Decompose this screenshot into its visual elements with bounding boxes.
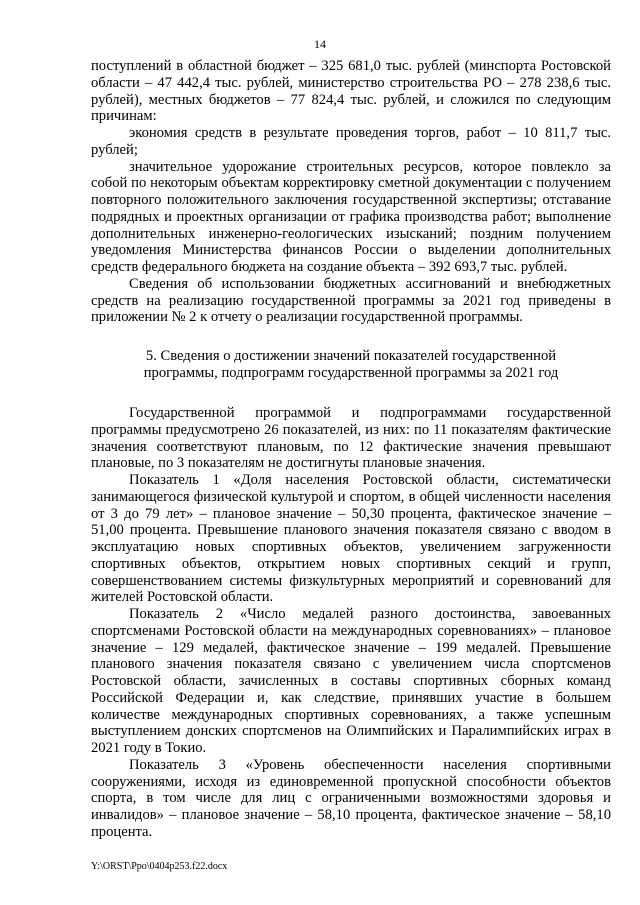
paragraph: Государственной программой и подпрограммами государственной программы предусмотрено 26 показателей, из них: по 11 показателям фактические значения соответствуют плановым, по 12 фактические значения превышают плановые, по 3 показателям не достигнуты плановые значения. [91,405,611,472]
paragraph: значительное удорожание строительных ресурсов, которое повлекло за собой по некоторым объектам корректировку сметной документации с получением повторного положительного заключения государственной экспертизы; отставание подрядных и проектных организации от графика производства работ; выполнение дополнительных инженерно-геологических изысканий; поздним получением уведомления Министерства финансов России о выделении дополнительных средств федерального бюджета на создание объекта – 392 693,7 тыс. рублей. [91,158,611,275]
paragraph: поступлений в областной бюджет – 325 681,0 тыс. рублей (минспорта Ростовской области – 47 442,4 тыс. рублей, министерство строительства РО – 278 238,6 тыс. рублей), местных бюджетов – 77 824,4 тыс. рублей, и сложился по следующим причинам: [91,58,611,125]
paragraph: Показатель 3 «Уровень обеспеченности населения спортивными сооружениями, исходя из единовременной пропускной способности объектов спорта, в том числе для лиц с ограниченными возможностями здоровья и инвалидов» – плановое значение – 58,10 процента, фактическое значение – 58,10 процента. [91,756,611,840]
section-heading-line: программы, подпрограмм государственной программы за 2021 год [143,365,559,381]
footer-file-path: Y:\ORST\Ppo\0404p253.f22.docx [91,861,228,872]
section-heading-line: 5. Сведения о достижении значений показателей государственной [145,348,557,364]
paragraph: Сведения об использовании бюджетных ассигнований и внебюджетных средств на реализацию государственной программы за 2021 год приведены в приложении № 2 к отчету о реализации государственной программы. [91,275,611,326]
section-heading [91,348,611,382]
page-number: 14 [314,37,326,51]
paragraph: Показатель 1 «Доля населения Ростовской области, систематически занимающегося физической культурой и спортом, в общей численности населения от 3 до 79 лет» – плановое значение – 50,30 процента, фактическое значение – 51,00 процента. Превышение планового значения показателя связано с вводом в эксплуатацию новых спортивных объектов, увеличением загруженности спортивных объектов, открытием новых спортивных секций и групп, совершенствованием системы физкультурных мероприятий и соревнований для жителей Ростовской области. [91,472,611,606]
paragraph: Показатель 2 «Число медалей разного достоинства, завоеванных спортсменами Ростовской области на международных соревнованиях» – плановое значение – 129 медалей, фактическое значение – 199 медалей. Превышение планового значения показателя связано с увеличением числа спортсменов Ростовской области, зачисленных в составы спортивных сборных команд Российской Федерации и, как следствие, принявших участие в большем количестве международных спортивных соревнованиях, а также успешным выступлением донских спортсменов на Олимпийских и Паралимпийских играх в 2021 году в Токио. [91,606,611,756]
paragraph: экономия средств в результате проведения торгов, работ – 10 811,7 тыс. рублей; [91,125,611,158]
document-body [91,58,611,841]
